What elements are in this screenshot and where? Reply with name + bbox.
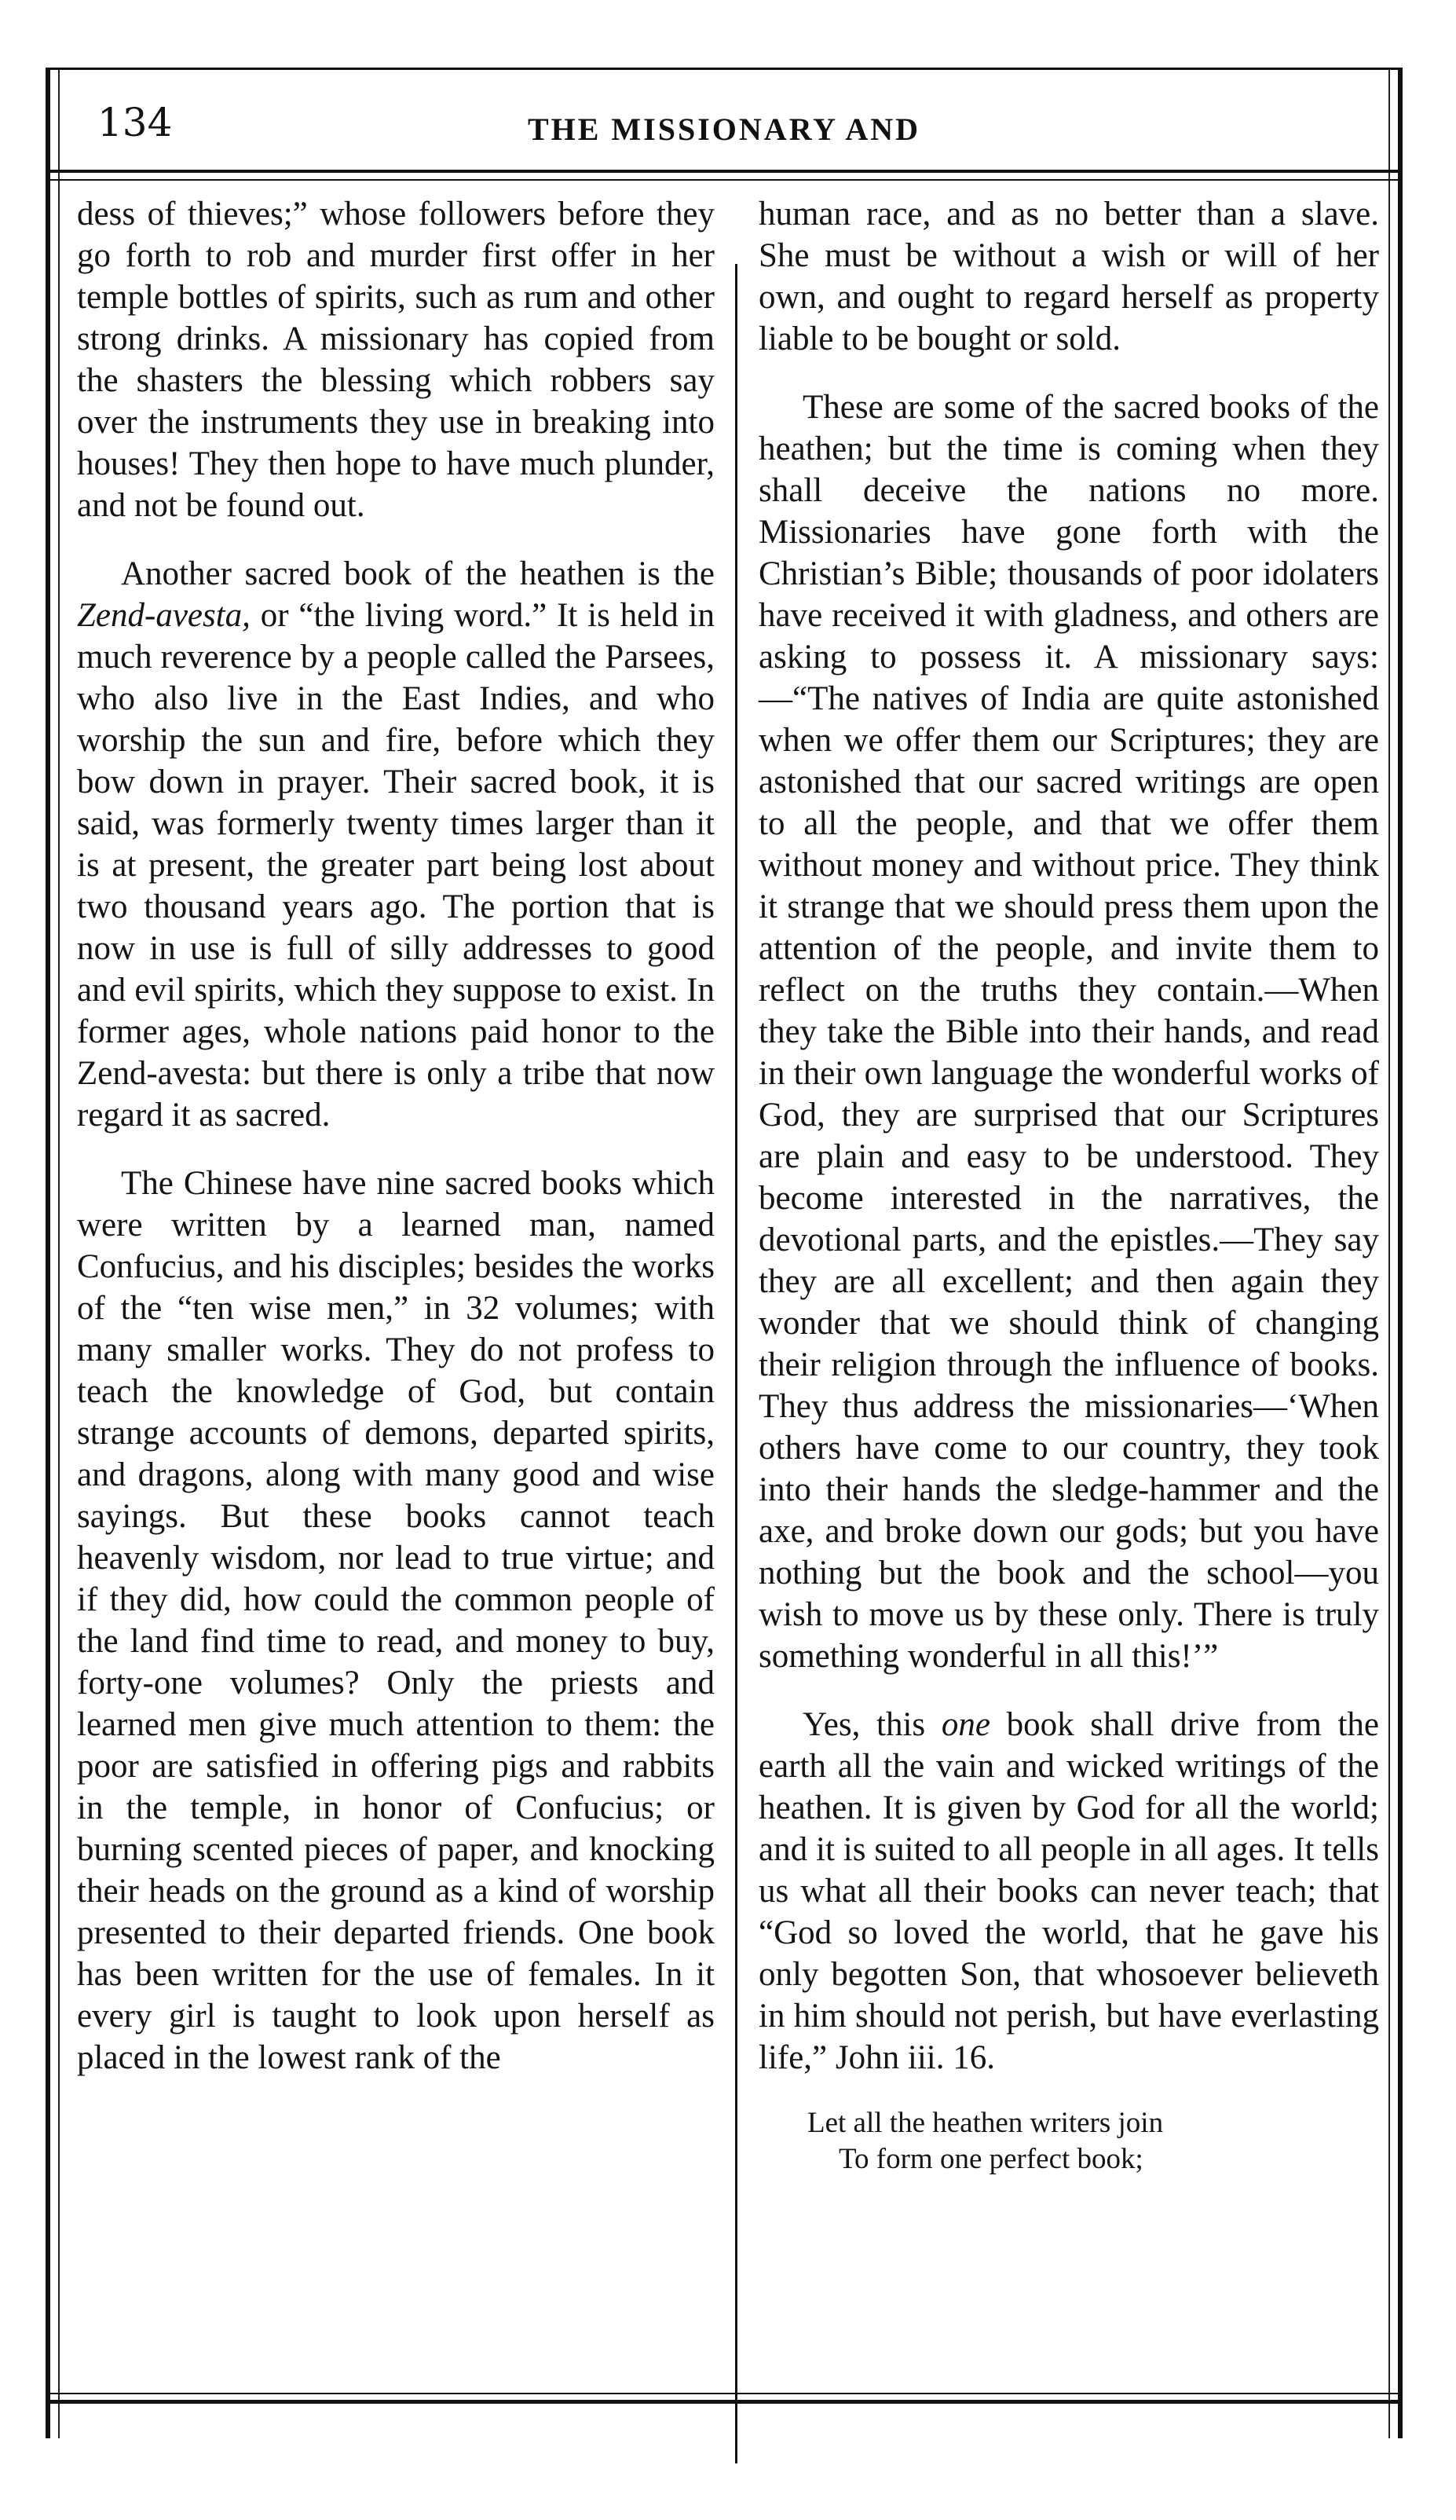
left-paragraph-3: The Chinese have nine sacred books which were written by a learned man, named Confucius, and his disciples; besides the works of the “ten wise men,” in 32 volumes; with many smaller works. They do not profess to teach the knowledge of God, but contain strange accounts of demons, departed spirits, and dragons, along with many good and wise sayings. But these books cannot teach heavenly wisdom, nor lead to true virtue; and if they did, how could the common people of the land find time to read, and money to buy, forty-one volumes? Only the priests and learned men give much attention to them: the poor are satisfied in offering pigs and rabbits in the temple, in honor of Confucius; or burning scented pieces of paper, and knocking their heads on the ground as a kind of worship presented to their departed friends. One book has been written for the use of females. In it every girl is taught to look upon herself as placed in the lowest rank of the xyxy=(77,1165,715,2076)
verse-line-1: Let all the heathen writers join xyxy=(807,2107,1164,2139)
right-paragraph-3 xyxy=(759,1704,1379,2079)
page-header xyxy=(50,68,1398,169)
right-paragraph-3-rest: book shall drive from the earth all the vain and wicked writings of the heathen. It is given by God for all the world; and it is suited to all people in all ages. It tells us what all their books can never teach; that “God so loved the world, that he gave his only begotten Son, that whosoever believeth in him should not perish, but have everlasting life,” John iii. 16. xyxy=(759,1706,1379,2076)
one-italic: one xyxy=(941,1706,990,1743)
left-paragraph-2 xyxy=(77,553,715,1136)
left-column xyxy=(77,193,726,2456)
running-head: THE MISSIONARY AND xyxy=(527,112,921,147)
page-number: 134 xyxy=(97,100,173,145)
left-paragraph-2-start: Another sacred book of the heathen is the xyxy=(121,555,715,592)
header-rule xyxy=(50,170,1398,173)
footer-rule xyxy=(50,2400,1398,2404)
zend-avesta-italic: Zend-avesta, xyxy=(77,597,251,634)
right-paragraph-2: These are some of the sacred books of the heathen; but the time is coming when they shall deceive the nations no more. Missionaries have gone forth with the Christian’s Bible; thousands of poor idolaters have received it with gladness, and others are asking to possess it. A missionary says:—“The natives of India are quite astonished when we offer them our Scriptures; they are astonished that our sacred writings are open to all the people, and that we offer them without money and without price. They think it strange that we should press them upon the attention of the people, and invite them to reflect on the truths they contain.—When they take the Bible into their hands, and read in their own language the wonderful works of God, they are surprised that our Scriptures are plain and easy to be understood. They become interested in the narratives, the devotional parts, and the epistles.—They say they are all excellent; and then again they wonder that we should think of changing their religion through the influence of books. They thus address the missionaries—‘When others have come to our country, they took into their hands the sledge-hammer and the axe, and broke down our gods; but you have nothing but the book and the school—you wish to move us by these only. There is truly something wonderful in all this!’” xyxy=(759,389,1379,1675)
book-page xyxy=(46,68,1403,2438)
verse xyxy=(807,2105,1379,2178)
right-paragraph-1: human race, and as no better than a slave. She must be without a wish or will of her own, and ought to regard herself as property liable to be bought or sold. xyxy=(759,196,1379,357)
left-paragraph-2-rest: or “the living word.” It is held in much reverence by a people called the Parsees, who also live in the East Indies, and who worship the sun and fire, before which they bow down in prayer. Their sacred book, it is said, was formerly twenty times larger than it is at present, the greater part being lost about two thousand years ago. The portion that is now in use is full of silly addresses to good and evil spirits, which they suppose to exist. In former ages, whole nations paid honor to the Zend-avesta: but there is only a tribe that now regard it as sacred. xyxy=(77,597,715,1134)
verse-line-2: To form one perfect book; xyxy=(839,2143,1143,2175)
header-rule-thin xyxy=(50,179,1398,181)
footer-rule-thin xyxy=(50,2393,1398,2394)
right-column xyxy=(748,193,1379,2456)
right-paragraph-3-start: Yes, this xyxy=(803,1706,942,1743)
column-divider xyxy=(735,264,737,2463)
left-paragraph-1: dess of thieves;” whose followers before they go forth to rob and murder first offer in her temple bottles of spirits, such as rum and other strong drinks. A missionary has copied from the shasters the blessing which robbers say over the instruments they use in breaking into houses! They then hope to have much plunder, and not be found out. xyxy=(77,196,715,524)
